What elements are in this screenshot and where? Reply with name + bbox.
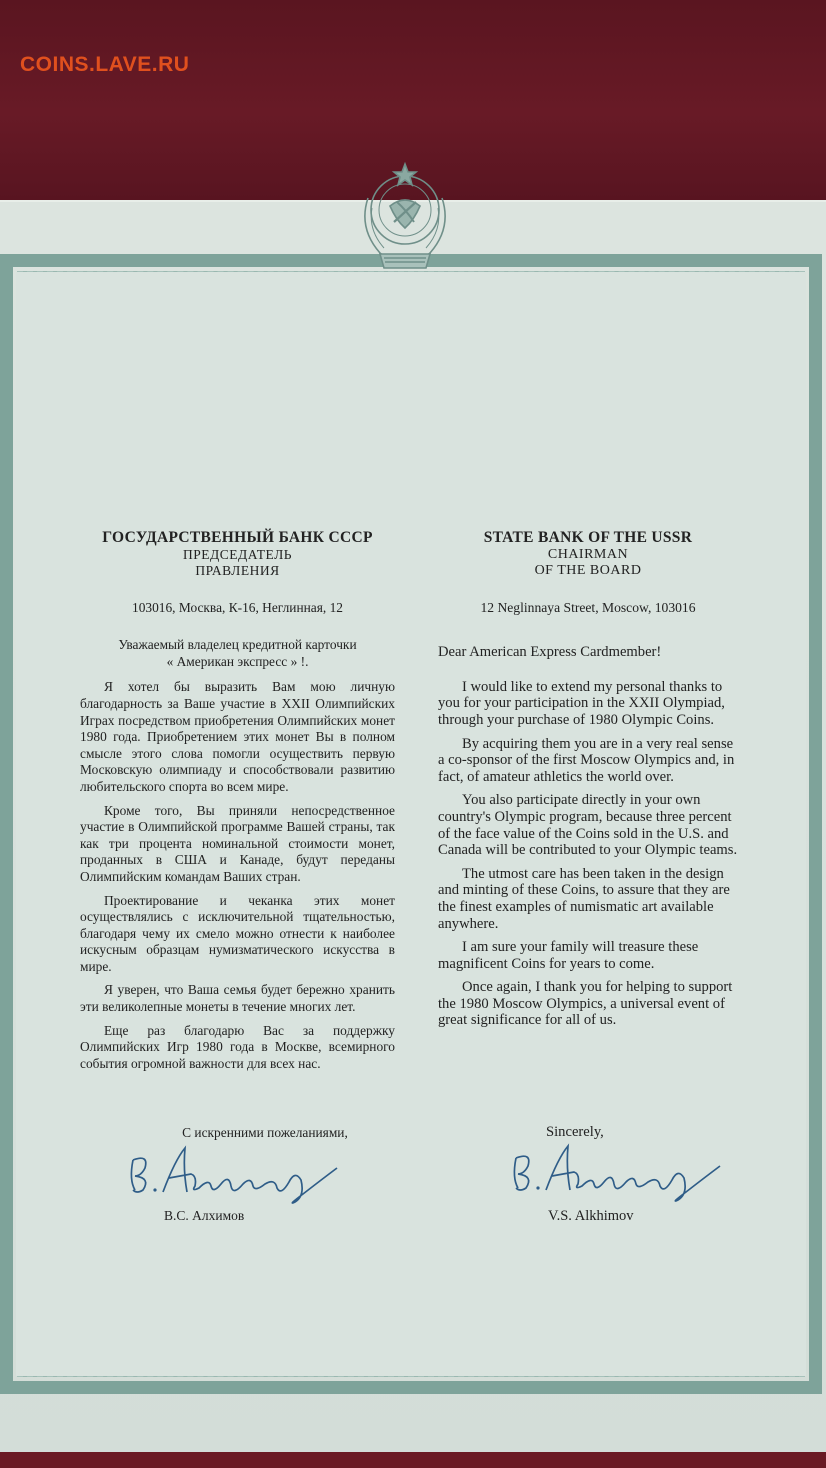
paragraph-en-4: The utmost care has been taken in the design and minting of these Coins, to assure that they are the finest examples of numismatic art available anywhere. — [438, 865, 730, 932]
title-line2-ru: ПРАВЛЕНИЯ — [195, 562, 280, 578]
paragraph-ru-3: Проектирование и чеканка этих монет осуществлялись с исключительной тщательностью, благодаря чему их смело можно отнести к наиболее искусным образцам нумизматического искусства в мире. — [80, 892, 395, 974]
paragraph-ru-2: Кроме того, Вы приняли непосредственное участие в Олимпийской программе Вашей страны, так как три процента номинальной стоимости монет, проданных в США и Канаде, будут переданы Олимпийским командам Ваших стран. — [80, 802, 395, 884]
paragraph-en-3: You also participate directly in your own country's Olympic program, because three percent of the face value of the Coins sold in the U.S. and Canada will be contributed to your Olympic teams. — [438, 792, 738, 859]
signature-en — [508, 1138, 728, 1208]
paragraph-ru-1: Я хотел бы выразить Вам мою личную благодарность за Ваше участие в XXII Олимпийских Играх посредством приобретения Олимпийских монет 1980 года. Приобретением этих монет Вы в полном смысле этого слова помогли осуществить первую Московскую олимпиаду и способствовали развитию любительского спорта во всем мире. — [80, 679, 395, 794]
paragraph-ru-5: Еще раз благодарю Вас за поддержку Олимпийских Игр 1980 года в Москве, всемирного события огромной важности для всех нас. — [80, 1022, 395, 1071]
watermark-text: COINS.LAVE.RU — [20, 53, 190, 76]
paragraph-ru-4: Я уверен, что Ваша семья будет бережно хранить эти великолепные монеты в течение многих лет. — [80, 982, 395, 1015]
russian-column — [80, 530, 395, 1079]
signature-name-ru: В.С. Алхимов — [164, 1208, 245, 1223]
title-line1-ru: ПРЕДСЕДАТЕЛЬ — [183, 546, 292, 562]
paragraph-en-5: I am sure your family will treasure these magnificent Coins for years to come. — [438, 939, 699, 972]
background-bottom — [0, 1452, 826, 1468]
paragraph-en-1: I would like to extend my personal thanks to you for your participation in the XXII Olympiad, through your purchase of 1980 Olympic Coins. — [438, 678, 725, 728]
address-ru: 103016, Москва, К-16, Неглинная, 12 — [132, 599, 343, 615]
english-column — [438, 530, 738, 1036]
ussr-state-emblem-icon — [350, 158, 460, 274]
paragraph-en-6: Once again, I thank you for helping to support the 1980 Moscow Olympics, a universal event of great significance for all of us. — [438, 979, 733, 1029]
bank-name-en: STATE BANK OF THE USSR — [483, 529, 693, 546]
greeting-line1-ru: Уважаемый владелец кредитной карточки — [118, 637, 357, 653]
greeting-en: Dear American Express Cardmember! — [438, 644, 662, 661]
bank-name-ru: ГОСУДАРСТВЕННЫЙ БАНК СССР — [102, 529, 373, 546]
title-line1-en: CHAIRMAN — [547, 546, 629, 562]
signature-name-en: V.S. Alkhimov — [548, 1208, 634, 1224]
closing-ru: С искренними пожеланиями, — [182, 1125, 348, 1140]
signature-ru — [125, 1140, 345, 1210]
paragraph-en-2: By acquiring them you are in a very real sense a co-sponsor of the first Moscow Olympics and, in fact, of amateur athletics the world over. — [438, 735, 735, 785]
closing-en: Sincerely, — [546, 1124, 604, 1140]
greeting-line2-ru: « Американ экспресс » !. — [166, 653, 309, 669]
title-line2-en: OF THE BOARD — [534, 562, 642, 578]
address-en: 12 Neglinnaya Street, Moscow, 103016 — [480, 599, 696, 615]
